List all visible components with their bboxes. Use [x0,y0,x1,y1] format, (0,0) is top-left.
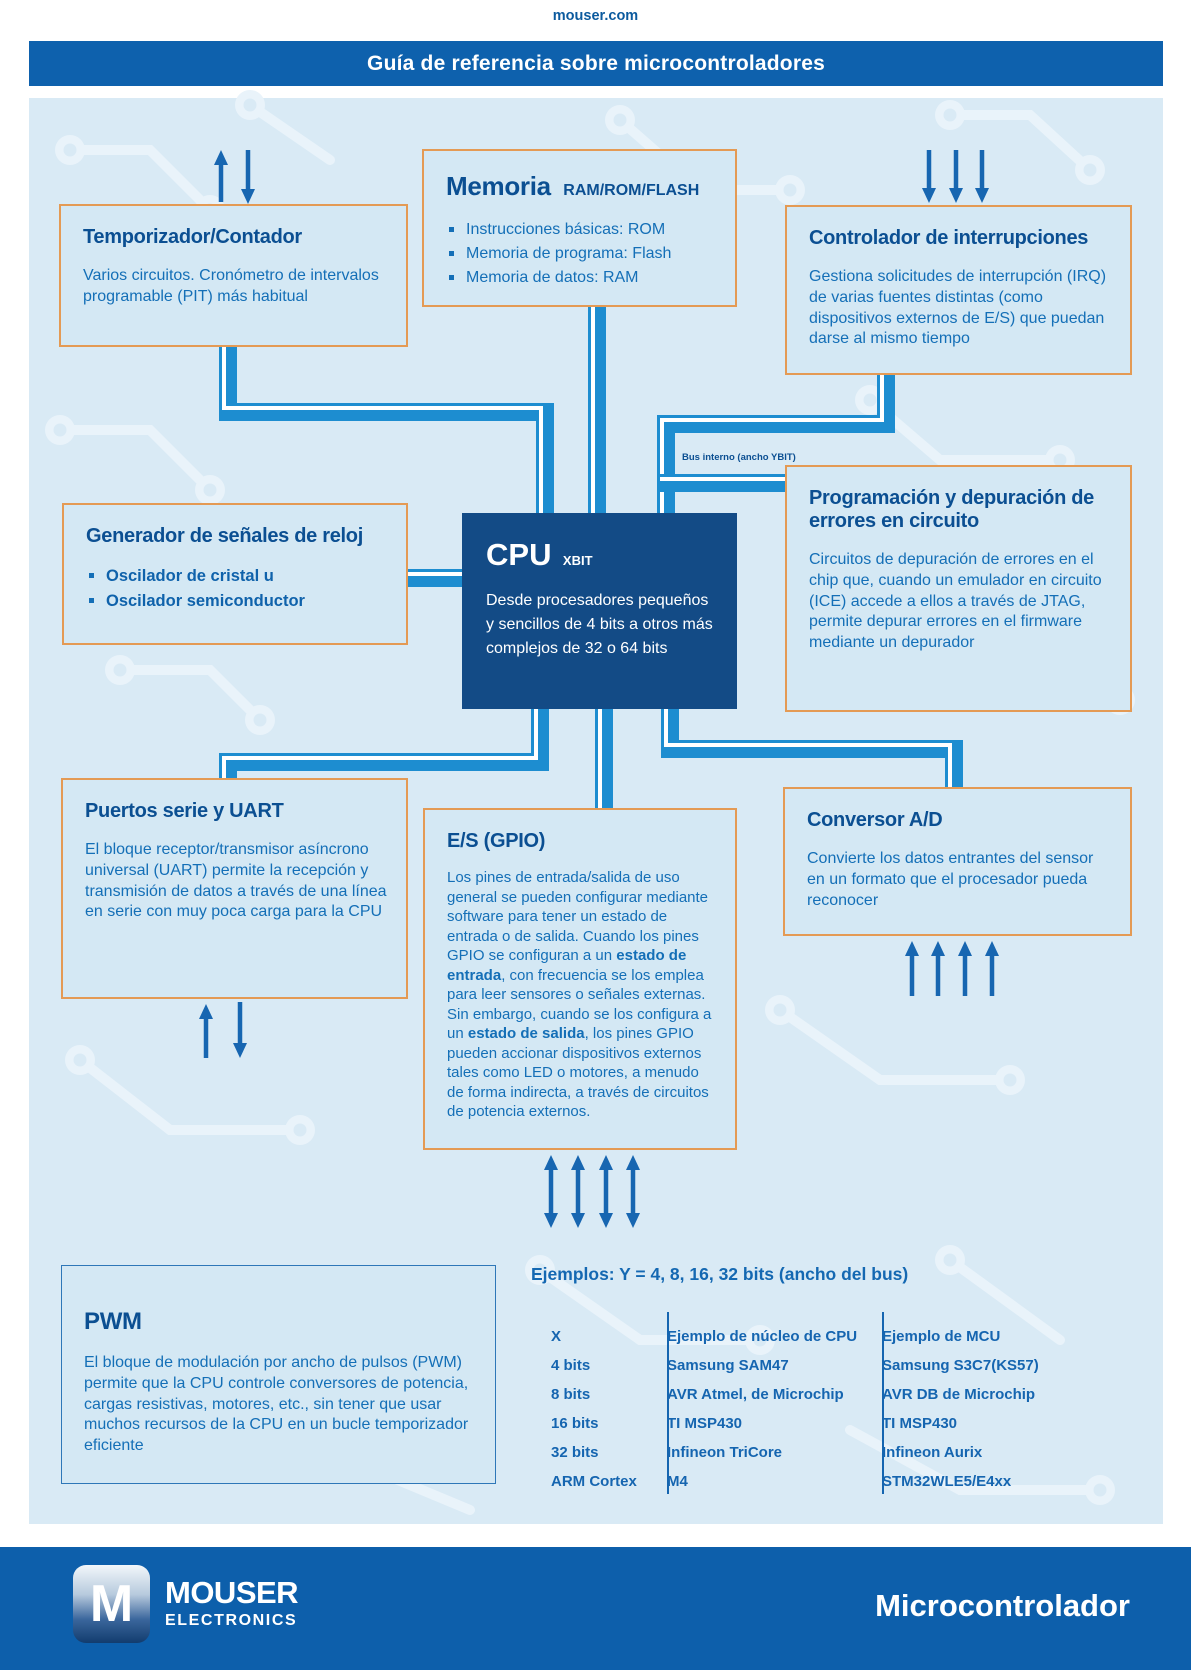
clock-generator-box [62,503,408,645]
cpu-subtitle: XBIT [562,553,593,568]
memory-list [446,218,719,290]
table-cell: 8 bits [551,1386,591,1403]
table-cell: ARM Cortex [551,1473,637,1490]
poster-title: Guía de referencia sobre microcontroladores [367,51,825,75]
list-item: Instrucciones básicas: ROM [446,218,719,242]
adc-body: Convierte los datos entrantes del sensor en un formato que el procesador pueda reconocer [807,850,1094,909]
debug-title: Programación y depuración de errores en circuito [809,487,1095,532]
table-cell: AVR DB de Microchip [882,1386,1036,1403]
gpio-arrows [544,1155,640,1228]
timer-counter-box [59,204,408,347]
logo-m: M [89,1575,134,1633]
timer-counter-title: Temporizador/Contador [83,226,302,248]
memory-box [422,149,737,307]
table-cell: AVR Atmel, de Microchip [667,1386,844,1403]
adc-title: Conversor A/D [807,809,943,831]
examples-table [551,1322,1111,1496]
mouser-logo-icon [73,1565,150,1643]
table-cell: 4 bits [551,1357,591,1374]
table-cell: 32 bits [551,1444,599,1461]
timer-counter-body: Varios circuitos. Cronómetro de intervalos programable (PIT) más habitual [83,267,379,305]
debug-box [785,465,1132,712]
examples-heading: Ejemplos: Y = 4, 8, 16, 32 bits (ancho del bus) [531,1264,909,1284]
gpio-body: Los pines de entrada/salida de uso general se pueden configurar mediante software para tener un estado de entrada o de salida. Cuando los pines GPIO se configuran a un estado de entrada, con frecuencia se los emplea para leer sensores o señales externas. Sin embargo, cuando se los configura a un estado de salida, los pines GPIO pueden accionar dispositivos externos tales como LED o motores, a menudo de forma indirecta, a través de circuitos de potencia externos. [447,869,712,1120]
clock-generator-title: Generador de señales de reloj [86,525,363,547]
table-cell: TI MSP430 [882,1415,958,1432]
interrupt-arrows [922,150,989,203]
table-header-row [551,1322,1111,1351]
bus-internal-label: Bus interno (ancho YBIT) [682,452,796,463]
table-cell: Samsung SAM47 [667,1357,789,1374]
cpu-box [462,513,737,709]
uart-box [61,778,408,999]
table-cell: TI MSP430 [667,1415,743,1432]
uart-body: El bloque receptor/transmisor asíncrono universal (UART) permite la recepción y transmisión de datos a través de una línea en serie con muy poca carga para la CPU [85,841,387,921]
table-row [551,1409,1111,1438]
table-cell: Samsung S3C7(KS57) [882,1357,1039,1374]
gpio-title: E/S (GPIO) [447,830,546,852]
list-item: Memoria de datos: RAM [446,266,719,290]
logo-subname: ELECTRONICS [165,1612,298,1629]
clock-generator-list [86,564,390,614]
debug-body: Circuitos de depuración de errores en el chip que, cuando un emulador en circuito (ICE) accede a ellos a través de JTAG, permite depurar errores en el firmware mediante un depurador [809,551,1102,652]
table-cell: M4 [667,1473,688,1490]
pwm-body: El bloque de modulación por ancho de pulsos (PWM) permite que la CPU controle conversores de potencia, cargas resistivas, motores, etc., sin tener que usar muchos recursos de la CPU en un bucle temporizador eficiente [84,1354,469,1455]
table-cell: Infineon TriCore [667,1444,783,1461]
list-item: Oscilador semiconductor [86,589,390,614]
table-row [551,1351,1111,1380]
site-url: mouser.com [552,8,639,24]
table-cell: Infineon Aurix [882,1444,983,1461]
adc-arrows [905,941,999,996]
list-item: Memoria de programa: Flash [446,242,719,266]
timer-arrows [214,150,255,204]
uart-arrows [199,1002,247,1058]
list-item: Oscilador de cristal u [86,564,390,589]
column-header: Ejemplo de núcleo de CPU [667,1328,858,1345]
cpu-title: CPU [486,537,552,572]
logo-name: MOUSER [165,1575,299,1610]
pwm-title: PWM [84,1308,142,1335]
footer-label: Microcontrolador [875,1588,1130,1623]
gpio-box [423,808,737,1150]
column-header: X [551,1328,562,1345]
memory-subtitle: RAM/ROM/FLASH [563,182,700,199]
interrupt-controller-box [785,205,1132,375]
uart-title: Puertos serie y UART [85,800,284,822]
table-row [551,1467,1111,1496]
interrupt-controller-body: Gestiona solicitudes de interrupción (IRQ) de varias fuentes distintas (como dispositivos externos de E/S) que puedan darse al mismo tiempo [809,268,1107,348]
mouser-logo-text [165,1577,298,1629]
table-row [551,1438,1111,1467]
interrupt-controller-title: Controlador de interrupciones [809,227,1089,249]
table-row [551,1380,1111,1409]
pwm-box [61,1265,496,1484]
table-cell: STM32WLE5/E4xx [882,1473,1012,1490]
table-cell: 16 bits [551,1415,599,1432]
column-header: Ejemplo de MCU [882,1328,1001,1345]
memory-title: Memoria [446,171,551,201]
cpu-body: Desde procesadores pequeños y sencillos de 4 bits a otros más complejos de 32 o 64 bits [486,592,713,657]
footer-bar [0,1547,1191,1670]
adc-box [783,787,1132,936]
